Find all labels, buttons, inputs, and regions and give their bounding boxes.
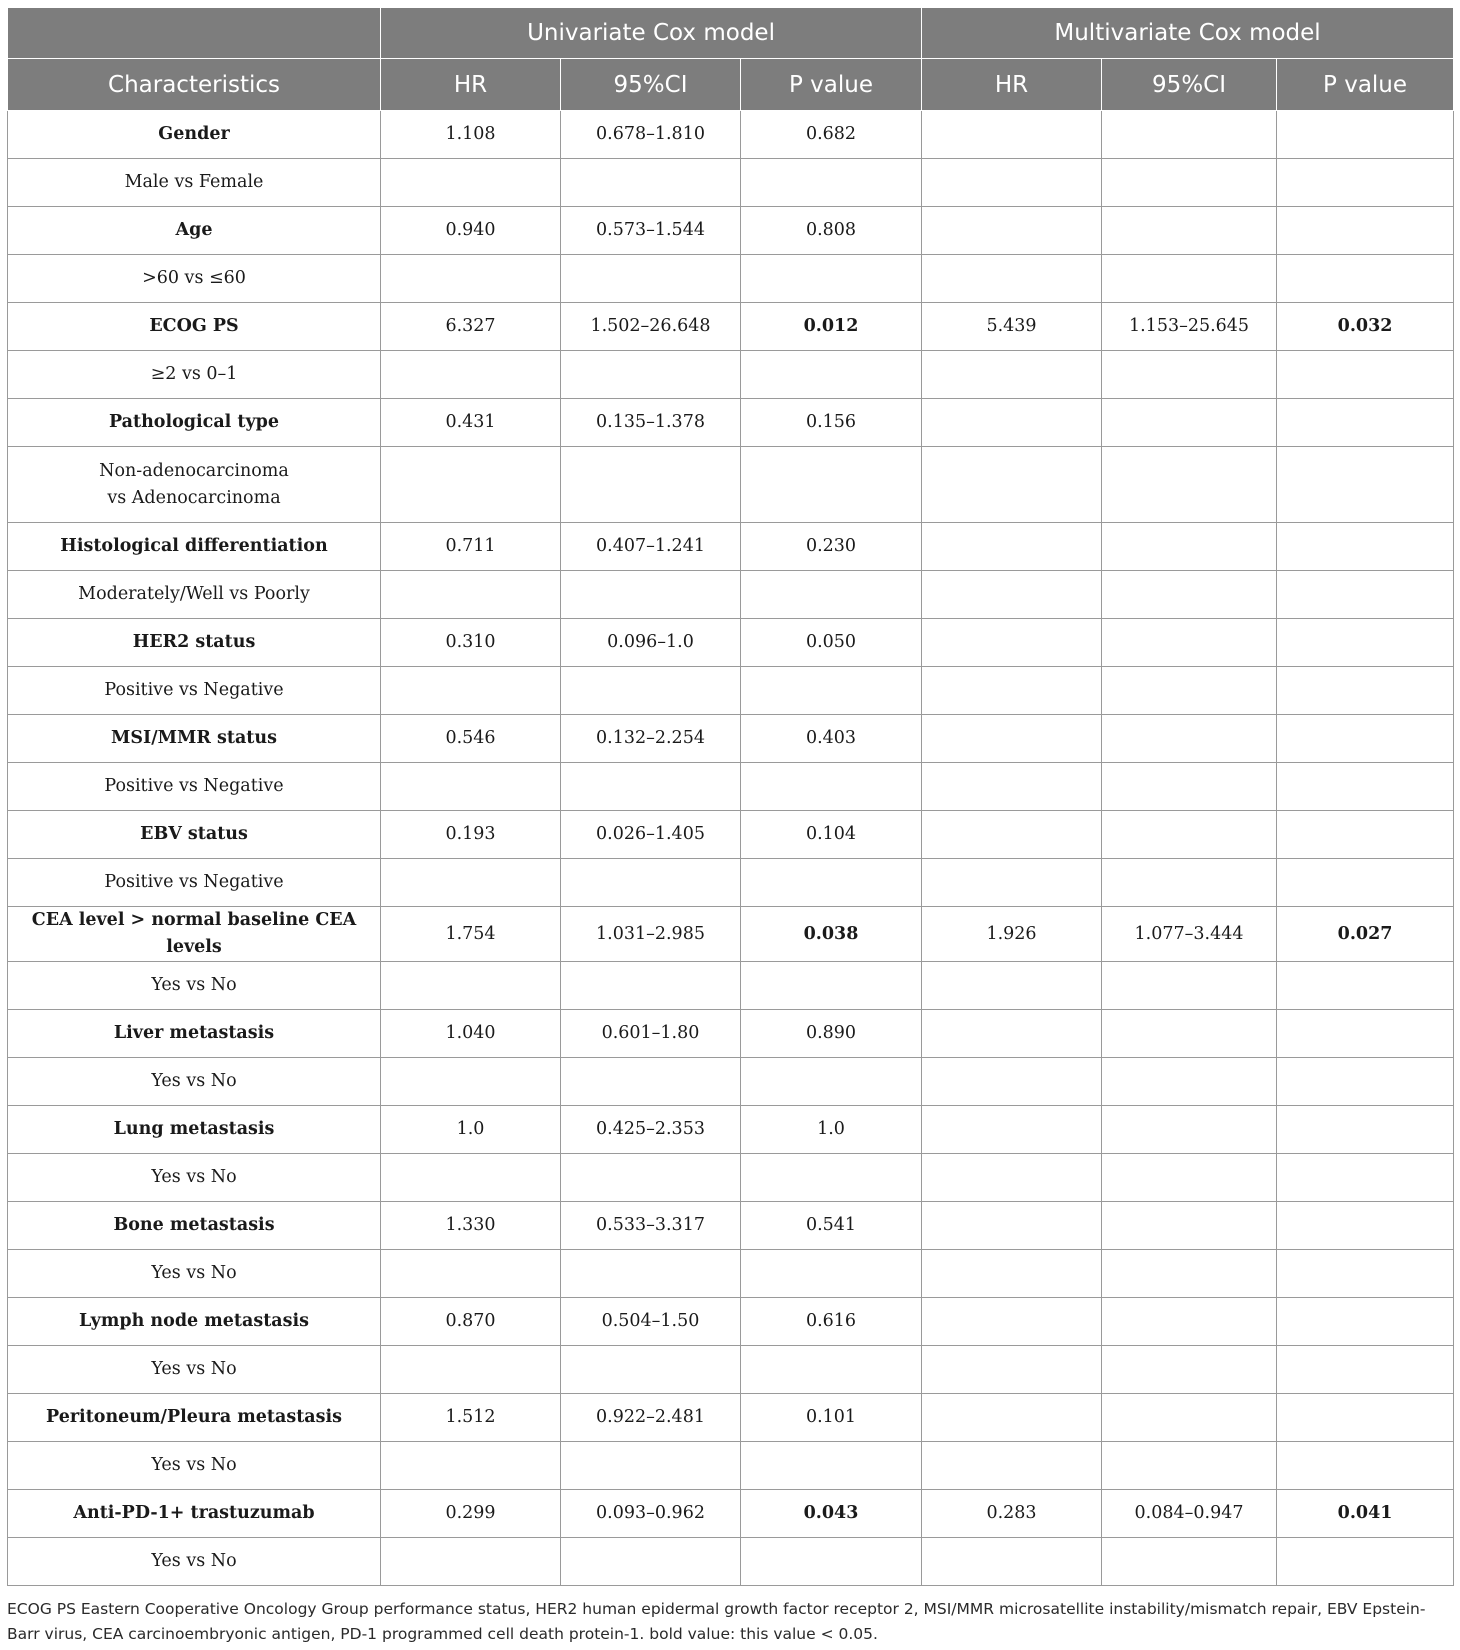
characteristic-cell: Age bbox=[8, 207, 381, 255]
table-row bbox=[8, 255, 1454, 303]
uni-ci-cell: 0.533–3.317 bbox=[561, 1202, 741, 1250]
uni-ci-cell: 0.573–1.544 bbox=[561, 207, 741, 255]
characteristic-cell: Bone metastasis bbox=[8, 1202, 381, 1250]
uni-p-cell: 0.808 bbox=[741, 207, 922, 255]
uni-p-cell bbox=[741, 1058, 922, 1106]
multi-p-cell: 0.032 bbox=[1277, 303, 1454, 351]
uni-p-cell bbox=[741, 255, 922, 303]
uni-p-cell: 0.230 bbox=[741, 523, 922, 571]
multi-p-cell bbox=[1277, 159, 1454, 207]
header-group-row bbox=[8, 8, 1454, 59]
multi-p-cell: 0.041 bbox=[1277, 1490, 1454, 1538]
uni-hr-cell bbox=[381, 159, 561, 207]
uni-hr-cell: 1.0 bbox=[381, 1106, 561, 1154]
uni-ci-cell bbox=[561, 447, 741, 523]
comparison-cell: ≥2 vs 0–1 bbox=[8, 351, 381, 399]
multi-hr-cell bbox=[922, 1010, 1102, 1058]
multi-ci-cell bbox=[1102, 859, 1277, 907]
multi-p-cell bbox=[1277, 571, 1454, 619]
multi-p-cell: 0.027 bbox=[1277, 907, 1454, 962]
uni-p-cell: 0.403 bbox=[741, 715, 922, 763]
header-characteristics: Characteristics bbox=[8, 59, 381, 111]
table-footnote: ECOG PS Eastern Cooperative Oncology Group performance status, HER2 human epidermal growth factor receptor 2, MSI/MMR microsatellite instability/mismatch repair, EBV Epstein-Barr virus, CEA carcinoembryonic antigen, PD-1 programmed cell death protein-1. bold value: this value < 0.05. bbox=[7, 1600, 1426, 1643]
uni-ci-cell bbox=[561, 1058, 741, 1106]
comparison-cell: Yes vs No bbox=[8, 1058, 381, 1106]
multi-ci-cell bbox=[1102, 1538, 1277, 1586]
multi-hr-cell bbox=[922, 523, 1102, 571]
table-body bbox=[8, 111, 1454, 1586]
multi-p-cell bbox=[1277, 1442, 1454, 1490]
comparison-cell: Yes vs No bbox=[8, 1346, 381, 1394]
multi-hr-cell bbox=[922, 207, 1102, 255]
multi-ci-cell bbox=[1102, 207, 1277, 255]
characteristic-cell: MSI/MMR status bbox=[8, 715, 381, 763]
uni-ci-cell: 0.601–1.80 bbox=[561, 1010, 741, 1058]
characteristic-cell: CEA level > normal baseline CEA levels bbox=[8, 907, 381, 962]
uni-p-cell bbox=[741, 351, 922, 399]
characteristic-cell: Pathological type bbox=[8, 399, 381, 447]
multi-p-cell bbox=[1277, 523, 1454, 571]
cox-regression-table-container bbox=[7, 7, 1453, 1586]
uni-hr-cell bbox=[381, 1346, 561, 1394]
comparison-cell: Yes vs No bbox=[8, 962, 381, 1010]
uni-ci-cell: 0.135–1.378 bbox=[561, 399, 741, 447]
uni-hr-cell: 6.327 bbox=[381, 303, 561, 351]
multi-hr-cell: 5.439 bbox=[922, 303, 1102, 351]
header-blank-cell bbox=[8, 8, 381, 59]
table-row bbox=[8, 1490, 1454, 1538]
multi-hr-cell bbox=[922, 715, 1102, 763]
uni-hr-cell: 1.330 bbox=[381, 1202, 561, 1250]
uni-p-cell bbox=[741, 1154, 922, 1202]
multi-ci-cell bbox=[1102, 715, 1277, 763]
multi-p-cell bbox=[1277, 1154, 1454, 1202]
table-row bbox=[8, 1442, 1454, 1490]
uni-hr-cell: 1.108 bbox=[381, 111, 561, 159]
table-row bbox=[8, 1058, 1454, 1106]
uni-ci-cell: 0.504–1.50 bbox=[561, 1298, 741, 1346]
multi-hr-cell bbox=[922, 399, 1102, 447]
characteristic-cell: Lung metastasis bbox=[8, 1106, 381, 1154]
multi-p-cell bbox=[1277, 111, 1454, 159]
multi-ci-cell bbox=[1102, 159, 1277, 207]
multi-p-cell bbox=[1277, 207, 1454, 255]
uni-p-cell: 0.682 bbox=[741, 111, 922, 159]
uni-p-cell: 0.104 bbox=[741, 811, 922, 859]
header-uni-hr: HR bbox=[381, 59, 561, 111]
characteristic-cell: ECOG PS bbox=[8, 303, 381, 351]
multi-ci-cell bbox=[1102, 763, 1277, 811]
uni-hr-cell bbox=[381, 571, 561, 619]
comparison-cell: Positive vs Negative bbox=[8, 763, 381, 811]
multi-ci-cell bbox=[1102, 1154, 1277, 1202]
multi-p-cell bbox=[1277, 1346, 1454, 1394]
uni-hr-cell bbox=[381, 351, 561, 399]
uni-hr-cell: 0.193 bbox=[381, 811, 561, 859]
multi-hr-cell bbox=[922, 159, 1102, 207]
table-row bbox=[8, 1538, 1454, 1586]
uni-ci-cell: 0.026–1.405 bbox=[561, 811, 741, 859]
uni-ci-cell bbox=[561, 351, 741, 399]
uni-p-cell: 0.043 bbox=[741, 1490, 922, 1538]
multi-hr-cell bbox=[922, 1250, 1102, 1298]
header-multi-hr: HR bbox=[922, 59, 1102, 111]
uni-p-cell: 0.012 bbox=[741, 303, 922, 351]
table-row bbox=[8, 351, 1454, 399]
uni-p-cell: 0.616 bbox=[741, 1298, 922, 1346]
multi-hr-cell bbox=[922, 1346, 1102, 1394]
uni-ci-cell bbox=[561, 667, 741, 715]
multi-ci-cell: 1.077–3.444 bbox=[1102, 907, 1277, 962]
uni-ci-cell: 0.132–2.254 bbox=[561, 715, 741, 763]
comparison-cell: Yes vs No bbox=[8, 1442, 381, 1490]
header-uni-ci: 95%CI bbox=[561, 59, 741, 111]
uni-p-cell bbox=[741, 1346, 922, 1394]
uni-p-cell bbox=[741, 1442, 922, 1490]
table-row bbox=[8, 571, 1454, 619]
multi-ci-cell bbox=[1102, 1346, 1277, 1394]
multi-hr-cell bbox=[922, 962, 1102, 1010]
multi-ci-cell bbox=[1102, 255, 1277, 303]
uni-ci-cell: 1.031–2.985 bbox=[561, 907, 741, 962]
uni-ci-cell bbox=[561, 1346, 741, 1394]
uni-p-cell: 0.050 bbox=[741, 619, 922, 667]
uni-p-cell bbox=[741, 763, 922, 811]
uni-hr-cell: 0.546 bbox=[381, 715, 561, 763]
uni-ci-cell: 0.407–1.241 bbox=[561, 523, 741, 571]
table-row bbox=[8, 1250, 1454, 1298]
uni-hr-cell: 0.431 bbox=[381, 399, 561, 447]
header-univariate-group: Univariate Cox model bbox=[381, 8, 922, 59]
uni-p-cell: 0.541 bbox=[741, 1202, 922, 1250]
table-row bbox=[8, 523, 1454, 571]
multi-p-cell bbox=[1277, 1058, 1454, 1106]
multi-p-cell bbox=[1277, 619, 1454, 667]
multi-ci-cell bbox=[1102, 1106, 1277, 1154]
uni-ci-cell: 0.425–2.353 bbox=[561, 1106, 741, 1154]
table-row bbox=[8, 111, 1454, 159]
table-row bbox=[8, 907, 1454, 962]
table-row bbox=[8, 667, 1454, 715]
comparison-cell: Positive vs Negative bbox=[8, 859, 381, 907]
table-row bbox=[8, 1106, 1454, 1154]
multi-hr-cell bbox=[922, 1298, 1102, 1346]
characteristic-cell: Histological differentiation bbox=[8, 523, 381, 571]
uni-hr-cell: 1.512 bbox=[381, 1394, 561, 1442]
multi-ci-cell: 0.084–0.947 bbox=[1102, 1490, 1277, 1538]
multi-ci-cell bbox=[1102, 619, 1277, 667]
multi-p-cell bbox=[1277, 1106, 1454, 1154]
multi-hr-cell bbox=[922, 1058, 1102, 1106]
multi-ci-cell bbox=[1102, 1394, 1277, 1442]
multi-ci-cell bbox=[1102, 523, 1277, 571]
multi-ci-cell bbox=[1102, 1010, 1277, 1058]
table-row bbox=[8, 619, 1454, 667]
table-row bbox=[8, 1010, 1454, 1058]
multi-p-cell bbox=[1277, 1010, 1454, 1058]
header-multi-ci: 95%CI bbox=[1102, 59, 1277, 111]
uni-ci-cell: 1.502–26.648 bbox=[561, 303, 741, 351]
uni-p-cell bbox=[741, 571, 922, 619]
uni-hr-cell: 1.754 bbox=[381, 907, 561, 962]
multi-hr-cell bbox=[922, 1106, 1102, 1154]
table-row bbox=[8, 1346, 1454, 1394]
multi-ci-cell bbox=[1102, 111, 1277, 159]
uni-hr-cell: 1.040 bbox=[381, 1010, 561, 1058]
multi-hr-cell bbox=[922, 763, 1102, 811]
multi-ci-cell: 1.153–25.645 bbox=[1102, 303, 1277, 351]
uni-ci-cell bbox=[561, 763, 741, 811]
characteristic-cell: Anti-PD-1+ trastuzumab bbox=[8, 1490, 381, 1538]
multi-hr-cell bbox=[922, 255, 1102, 303]
uni-hr-cell: 0.940 bbox=[381, 207, 561, 255]
characteristic-cell: EBV status bbox=[8, 811, 381, 859]
uni-ci-cell: 0.922–2.481 bbox=[561, 1394, 741, 1442]
uni-hr-cell bbox=[381, 1250, 561, 1298]
multi-ci-cell bbox=[1102, 1298, 1277, 1346]
uni-hr-cell bbox=[381, 859, 561, 907]
header-column-row bbox=[8, 59, 1454, 111]
uni-p-cell bbox=[741, 1538, 922, 1586]
uni-p-cell: 1.0 bbox=[741, 1106, 922, 1154]
uni-p-cell bbox=[741, 447, 922, 523]
multi-hr-cell bbox=[922, 1154, 1102, 1202]
uni-hr-cell: 0.711 bbox=[381, 523, 561, 571]
multi-hr-cell bbox=[922, 1394, 1102, 1442]
multi-ci-cell bbox=[1102, 571, 1277, 619]
multi-hr-cell bbox=[922, 1202, 1102, 1250]
multi-p-cell bbox=[1277, 763, 1454, 811]
comparison-cell: Yes vs No bbox=[8, 1538, 381, 1586]
multi-hr-cell bbox=[922, 667, 1102, 715]
uni-ci-cell bbox=[561, 1442, 741, 1490]
characteristic-cell: Lymph node metastasis bbox=[8, 1298, 381, 1346]
multi-p-cell bbox=[1277, 1538, 1454, 1586]
multi-ci-cell bbox=[1102, 399, 1277, 447]
uni-hr-cell bbox=[381, 1058, 561, 1106]
multi-hr-cell bbox=[922, 811, 1102, 859]
multi-hr-cell bbox=[922, 447, 1102, 523]
uni-hr-cell bbox=[381, 962, 561, 1010]
uni-ci-cell bbox=[561, 859, 741, 907]
uni-ci-cell bbox=[561, 571, 741, 619]
multi-p-cell bbox=[1277, 1202, 1454, 1250]
uni-p-cell: 0.156 bbox=[741, 399, 922, 447]
multi-hr-cell: 1.926 bbox=[922, 907, 1102, 962]
table-row bbox=[8, 763, 1454, 811]
header-multivariate-group: Multivariate Cox model bbox=[922, 8, 1454, 59]
multi-p-cell bbox=[1277, 859, 1454, 907]
table-row bbox=[8, 715, 1454, 763]
multi-hr-cell bbox=[922, 1442, 1102, 1490]
uni-p-cell bbox=[741, 962, 922, 1010]
uni-p-cell bbox=[741, 667, 922, 715]
comparison-line-2: vs Adenocarcinoma bbox=[107, 487, 281, 508]
uni-hr-cell bbox=[381, 667, 561, 715]
uni-hr-cell bbox=[381, 1442, 561, 1490]
uni-ci-cell: 0.096–1.0 bbox=[561, 619, 741, 667]
uni-p-cell: 0.038 bbox=[741, 907, 922, 962]
multi-ci-cell bbox=[1102, 1058, 1277, 1106]
uni-hr-cell bbox=[381, 255, 561, 303]
characteristic-cell: Liver metastasis bbox=[8, 1010, 381, 1058]
cox-regression-table bbox=[7, 7, 1454, 1586]
characteristic-cell: HER2 status bbox=[8, 619, 381, 667]
multi-ci-cell bbox=[1102, 447, 1277, 523]
uni-hr-cell: 0.299 bbox=[381, 1490, 561, 1538]
comparison-line-1: Non-adenocarcinoma bbox=[99, 460, 289, 481]
table-row bbox=[8, 1202, 1454, 1250]
uni-ci-cell bbox=[561, 255, 741, 303]
comparison-cell: Positive vs Negative bbox=[8, 667, 381, 715]
multi-hr-cell bbox=[922, 571, 1102, 619]
comparison-cell: Yes vs No bbox=[8, 1154, 381, 1202]
multi-hr-cell bbox=[922, 619, 1102, 667]
multi-p-cell bbox=[1277, 447, 1454, 523]
characteristic-cell: Peritoneum/Pleura metastasis bbox=[8, 1394, 381, 1442]
table-row bbox=[8, 1394, 1454, 1442]
multi-hr-cell bbox=[922, 1538, 1102, 1586]
uni-ci-cell bbox=[561, 159, 741, 207]
table-header bbox=[8, 8, 1454, 111]
uni-ci-cell bbox=[561, 962, 741, 1010]
uni-ci-cell bbox=[561, 1154, 741, 1202]
multi-p-cell bbox=[1277, 1394, 1454, 1442]
multi-p-cell bbox=[1277, 715, 1454, 763]
uni-p-cell bbox=[741, 159, 922, 207]
multi-p-cell bbox=[1277, 255, 1454, 303]
table-row bbox=[8, 1154, 1454, 1202]
comparison-cell: >60 vs ≤60 bbox=[8, 255, 381, 303]
table-row bbox=[8, 159, 1454, 207]
uni-ci-cell: 0.678–1.810 bbox=[561, 111, 741, 159]
multi-ci-cell bbox=[1102, 1442, 1277, 1490]
multi-hr-cell bbox=[922, 859, 1102, 907]
table-row bbox=[8, 303, 1454, 351]
uni-hr-cell bbox=[381, 447, 561, 523]
table-row bbox=[8, 447, 1454, 523]
characteristic-cell: Gender bbox=[8, 111, 381, 159]
multi-hr-cell bbox=[922, 351, 1102, 399]
table-row bbox=[8, 811, 1454, 859]
uni-ci-cell bbox=[561, 1250, 741, 1298]
uni-hr-cell: 0.310 bbox=[381, 619, 561, 667]
comparison-cell: Moderately/Well vs Poorly bbox=[8, 571, 381, 619]
uni-ci-cell bbox=[561, 1538, 741, 1586]
table-row bbox=[8, 1298, 1454, 1346]
comparison-cell: Male vs Female bbox=[8, 159, 381, 207]
multi-p-cell bbox=[1277, 1298, 1454, 1346]
multi-p-cell bbox=[1277, 1250, 1454, 1298]
table-row bbox=[8, 399, 1454, 447]
comparison-cell bbox=[8, 447, 381, 523]
uni-hr-cell bbox=[381, 1538, 561, 1586]
multi-ci-cell bbox=[1102, 811, 1277, 859]
multi-p-cell bbox=[1277, 811, 1454, 859]
multi-ci-cell bbox=[1102, 1250, 1277, 1298]
multi-p-cell bbox=[1277, 667, 1454, 715]
multi-ci-cell bbox=[1102, 962, 1277, 1010]
multi-ci-cell bbox=[1102, 667, 1277, 715]
multi-ci-cell bbox=[1102, 1202, 1277, 1250]
table-row bbox=[8, 962, 1454, 1010]
uni-p-cell bbox=[741, 859, 922, 907]
table-row bbox=[8, 859, 1454, 907]
multi-hr-cell: 0.283 bbox=[922, 1490, 1102, 1538]
uni-p-cell bbox=[741, 1250, 922, 1298]
uni-ci-cell: 0.093–0.962 bbox=[561, 1490, 741, 1538]
multi-p-cell bbox=[1277, 399, 1454, 447]
uni-hr-cell: 0.870 bbox=[381, 1298, 561, 1346]
header-uni-p: P value bbox=[741, 59, 922, 111]
uni-p-cell: 0.101 bbox=[741, 1394, 922, 1442]
uni-hr-cell bbox=[381, 1154, 561, 1202]
uni-p-cell: 0.890 bbox=[741, 1010, 922, 1058]
comparison-cell: Yes vs No bbox=[8, 1250, 381, 1298]
multi-p-cell bbox=[1277, 351, 1454, 399]
table-row bbox=[8, 207, 1454, 255]
multi-p-cell bbox=[1277, 962, 1454, 1010]
header-multi-p: P value bbox=[1277, 59, 1454, 111]
uni-hr-cell bbox=[381, 763, 561, 811]
multi-hr-cell bbox=[922, 111, 1102, 159]
multi-ci-cell bbox=[1102, 351, 1277, 399]
